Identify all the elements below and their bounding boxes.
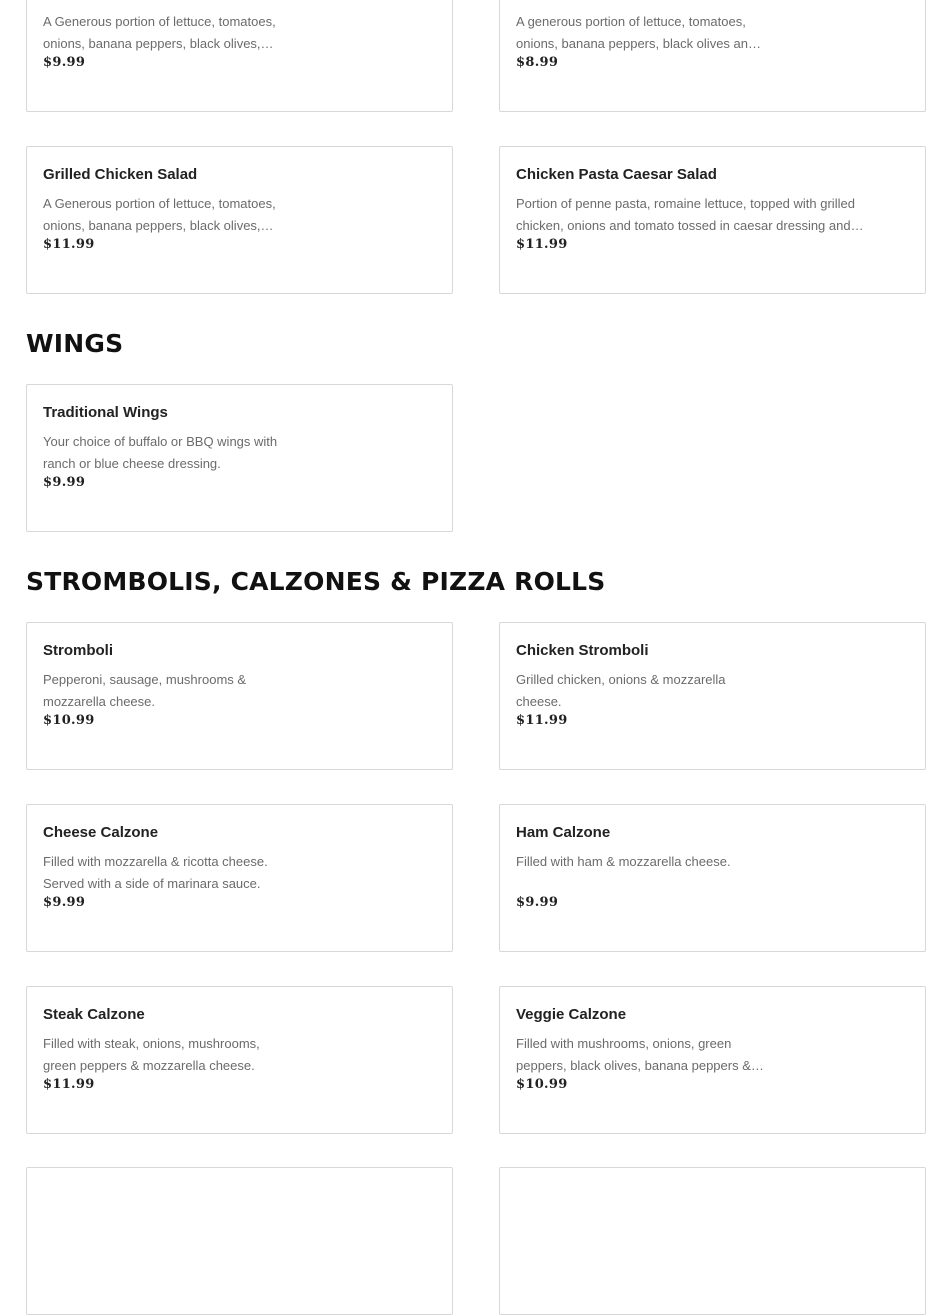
menu-item-description: Filled with mushrooms, onions, green peppers, black olives, banana peppers & (516, 1036, 751, 1073)
menu-item-description: Filled with mozzarella & ricotta cheese. Served with a side of marinara sauce. (43, 854, 268, 891)
menu-item-description: A generous portion of lettuce, tomatoes, onions, banana peppers, black olives and (516, 14, 756, 51)
menu-item-card[interactable] (499, 1167, 926, 1315)
menu-item-description: Your choice of buffalo or BBQ wings with ranch or blue cheese dressing. (43, 434, 278, 471)
section-title-strombolis: STROMBOLIS, CALZONES & PIZZA ROLLS (26, 567, 606, 596)
menu-item-price: $9.99 (516, 895, 559, 910)
menu-item-card[interactable] (26, 146, 453, 294)
menu-item-card[interactable] (26, 384, 453, 532)
menu-item-card[interactable] (26, 0, 453, 112)
menu-item-name: Ham Calzone (516, 824, 611, 841)
menu-item-description: A Generous portion of lettuce, tomatoes, onions, banana peppers, black olives, (43, 196, 276, 233)
menu-item-price: $10.99 (43, 713, 95, 728)
menu-item-name: Stromboli (43, 642, 113, 659)
menu-item-card[interactable] (499, 146, 926, 294)
menu-item-name: Grilled Chicken Salad (43, 166, 198, 183)
menu-item-price: $10.99 (516, 1077, 568, 1092)
menu-item-card[interactable] (26, 804, 453, 952)
menu-item-name (516, 0, 613, 1)
menu-item-price: $8.99 (516, 55, 559, 70)
menu-item-card[interactable] (26, 1167, 453, 1315)
menu-item-price: $11.99 (516, 237, 568, 252)
menu-item-name (43, 0, 121, 1)
menu-item-description: Filled with ham & mozzarella cheese. (516, 854, 731, 869)
menu-item-card[interactable] (499, 804, 926, 952)
menu-item-card[interactable] (26, 986, 453, 1134)
menu-item-price: $11.99 (43, 237, 95, 252)
menu-item-description: Pepperoni, sausage, mushrooms & mozzarella cheese. (43, 672, 247, 709)
menu-item-description: Grilled chicken, onions & mozzarella cheese. (516, 672, 726, 709)
menu-item-card[interactable] (499, 622, 926, 770)
menu-item-name: Traditional Wings (43, 404, 168, 421)
menu-item-name: Veggie Calzone (516, 1006, 627, 1023)
menu-item-description: Portion of penne pasta, romaine lettuce, topped with grilled chicken, onions and tomato tossed in caesar dressing and (516, 196, 855, 233)
menu-item-description: A Generous portion of lettuce, tomatoes, onions, banana peppers, black olives, (43, 14, 276, 51)
menu-item-price: $9.99 (43, 55, 86, 70)
menu-item-price: $11.99 (516, 713, 568, 728)
section-title-wings: WINGS (26, 329, 124, 358)
menu-item-card[interactable] (499, 986, 926, 1134)
menu-item-card[interactable] (26, 622, 453, 770)
menu-item-name: Chicken Pasta Caesar Salad (516, 166, 717, 183)
menu-item-name: Steak Calzone (43, 1006, 145, 1023)
menu-item-description: Filled with steak, onions, mushrooms, green peppers & mozzarella cheese. (43, 1036, 260, 1073)
menu-item-card[interactable] (499, 0, 926, 112)
menu-item-price: $9.99 (43, 475, 86, 490)
menu-item-name: Cheese Calzone (43, 824, 159, 841)
menu-item-price: $9.99 (43, 895, 86, 910)
menu-item-price: $11.99 (43, 1077, 95, 1092)
menu-item-name: Chicken Stromboli (516, 642, 649, 659)
